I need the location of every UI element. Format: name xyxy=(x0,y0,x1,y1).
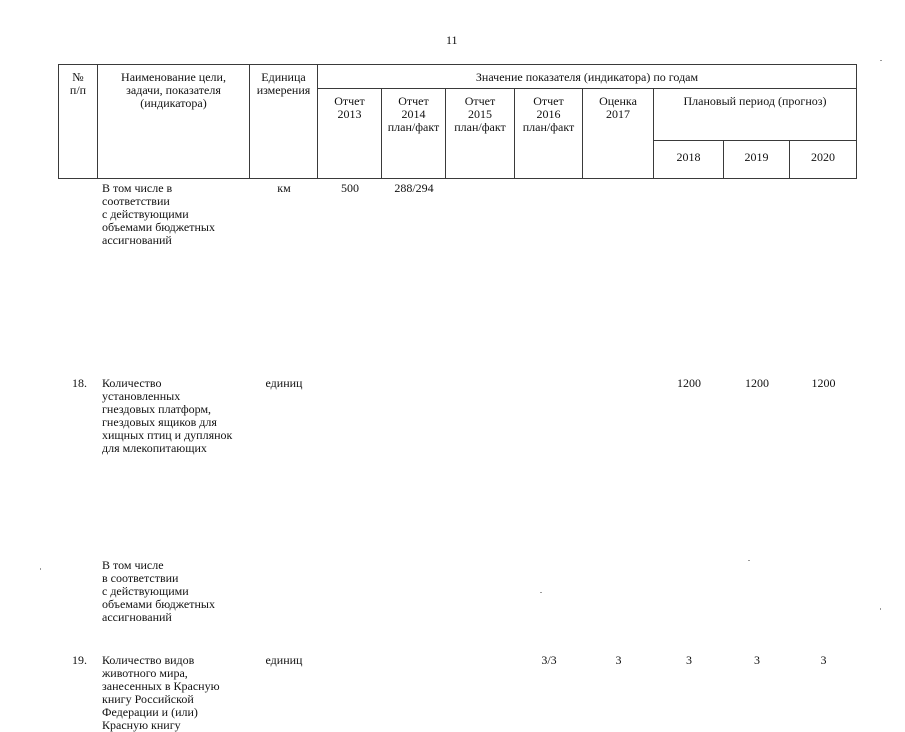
header-year-2016: Отчет 2016 план/факт xyxy=(515,89,583,179)
row-sub-name: В том числе в соответствии с действующими объемами бюджетных ассигнований xyxy=(102,558,215,624)
row-value-2016 xyxy=(515,179,583,374)
header-values-group: Значение показателя (индикатора) по годам xyxy=(318,64,857,89)
row-value-2018: 3 xyxy=(686,653,692,667)
row-unit: км xyxy=(277,181,291,195)
row-value-2013: 500 xyxy=(341,181,359,195)
row-name: В том числе в соответствии с действующими объемами бюджетных ассигнований xyxy=(102,181,215,247)
row-value-2019 xyxy=(724,179,790,374)
row-value-2015 xyxy=(446,374,515,559)
row-value-2020 xyxy=(790,179,857,374)
header-unit: Единица измерения xyxy=(250,64,318,179)
scan-speck xyxy=(880,60,882,61)
row-value-2017 xyxy=(583,179,654,374)
row-value-2015 xyxy=(446,651,515,732)
row-num xyxy=(58,179,98,374)
header-plan-period: Плановый период (прогноз) xyxy=(654,89,857,141)
row-name: Количество видов животного мира, занесенных в Красную книгу Российской Федерации и (или) Красную книгу xyxy=(102,653,220,732)
indicator-table xyxy=(58,64,855,732)
scan-speck xyxy=(40,568,41,570)
header-year-2014: Отчет 2014 план/факт xyxy=(382,89,446,179)
header-num: № п/п xyxy=(58,64,98,179)
row-value-2019: 3 xyxy=(754,653,760,667)
header-year-2017: Оценка 2017 xyxy=(583,89,654,179)
row-value-2016: 3/3 xyxy=(541,653,557,667)
row-num: 19. xyxy=(72,653,87,667)
row-value-2018: 1200 xyxy=(677,376,701,390)
row-unit: единиц xyxy=(265,376,303,390)
scan-speck xyxy=(880,608,881,610)
header-year-2013: Отчет 2013 xyxy=(318,89,382,179)
row-value-2018 xyxy=(654,179,724,374)
row-value-2019: 1200 xyxy=(745,376,769,390)
row-value-2013 xyxy=(318,374,382,559)
header-plan-2018: 2018 xyxy=(654,141,724,179)
row-value-2020: 1200 xyxy=(811,376,836,390)
row-value-2015 xyxy=(446,179,515,374)
scan-speck xyxy=(748,560,750,561)
row-num: 18. xyxy=(72,376,87,390)
header-plan-2019: 2019 xyxy=(724,141,790,179)
row-value-2014 xyxy=(382,651,446,732)
row-value-2014 xyxy=(382,374,446,559)
page-number: 11 xyxy=(446,33,458,47)
row-unit: единиц xyxy=(265,653,303,667)
row-name: Количество установленных гнездовых платформ, гнездовых ящиков для хищных птиц и дуплянок для млекопитающих xyxy=(102,376,233,455)
row-value-2013 xyxy=(318,651,382,732)
row-value-2016 xyxy=(515,374,583,559)
row-value-2017 xyxy=(583,374,654,559)
header-name: Наименование цели, задачи, показателя (индикатора) xyxy=(98,64,250,179)
row-value-2014: 288/294 xyxy=(394,181,434,195)
scan-speck xyxy=(540,592,542,593)
header-year-2015: Отчет 2015 план/факт xyxy=(446,89,515,179)
row-value-2017: 3 xyxy=(615,653,622,667)
row-value-2020: 3 xyxy=(820,653,827,667)
header-plan-2020: 2020 xyxy=(790,141,857,179)
